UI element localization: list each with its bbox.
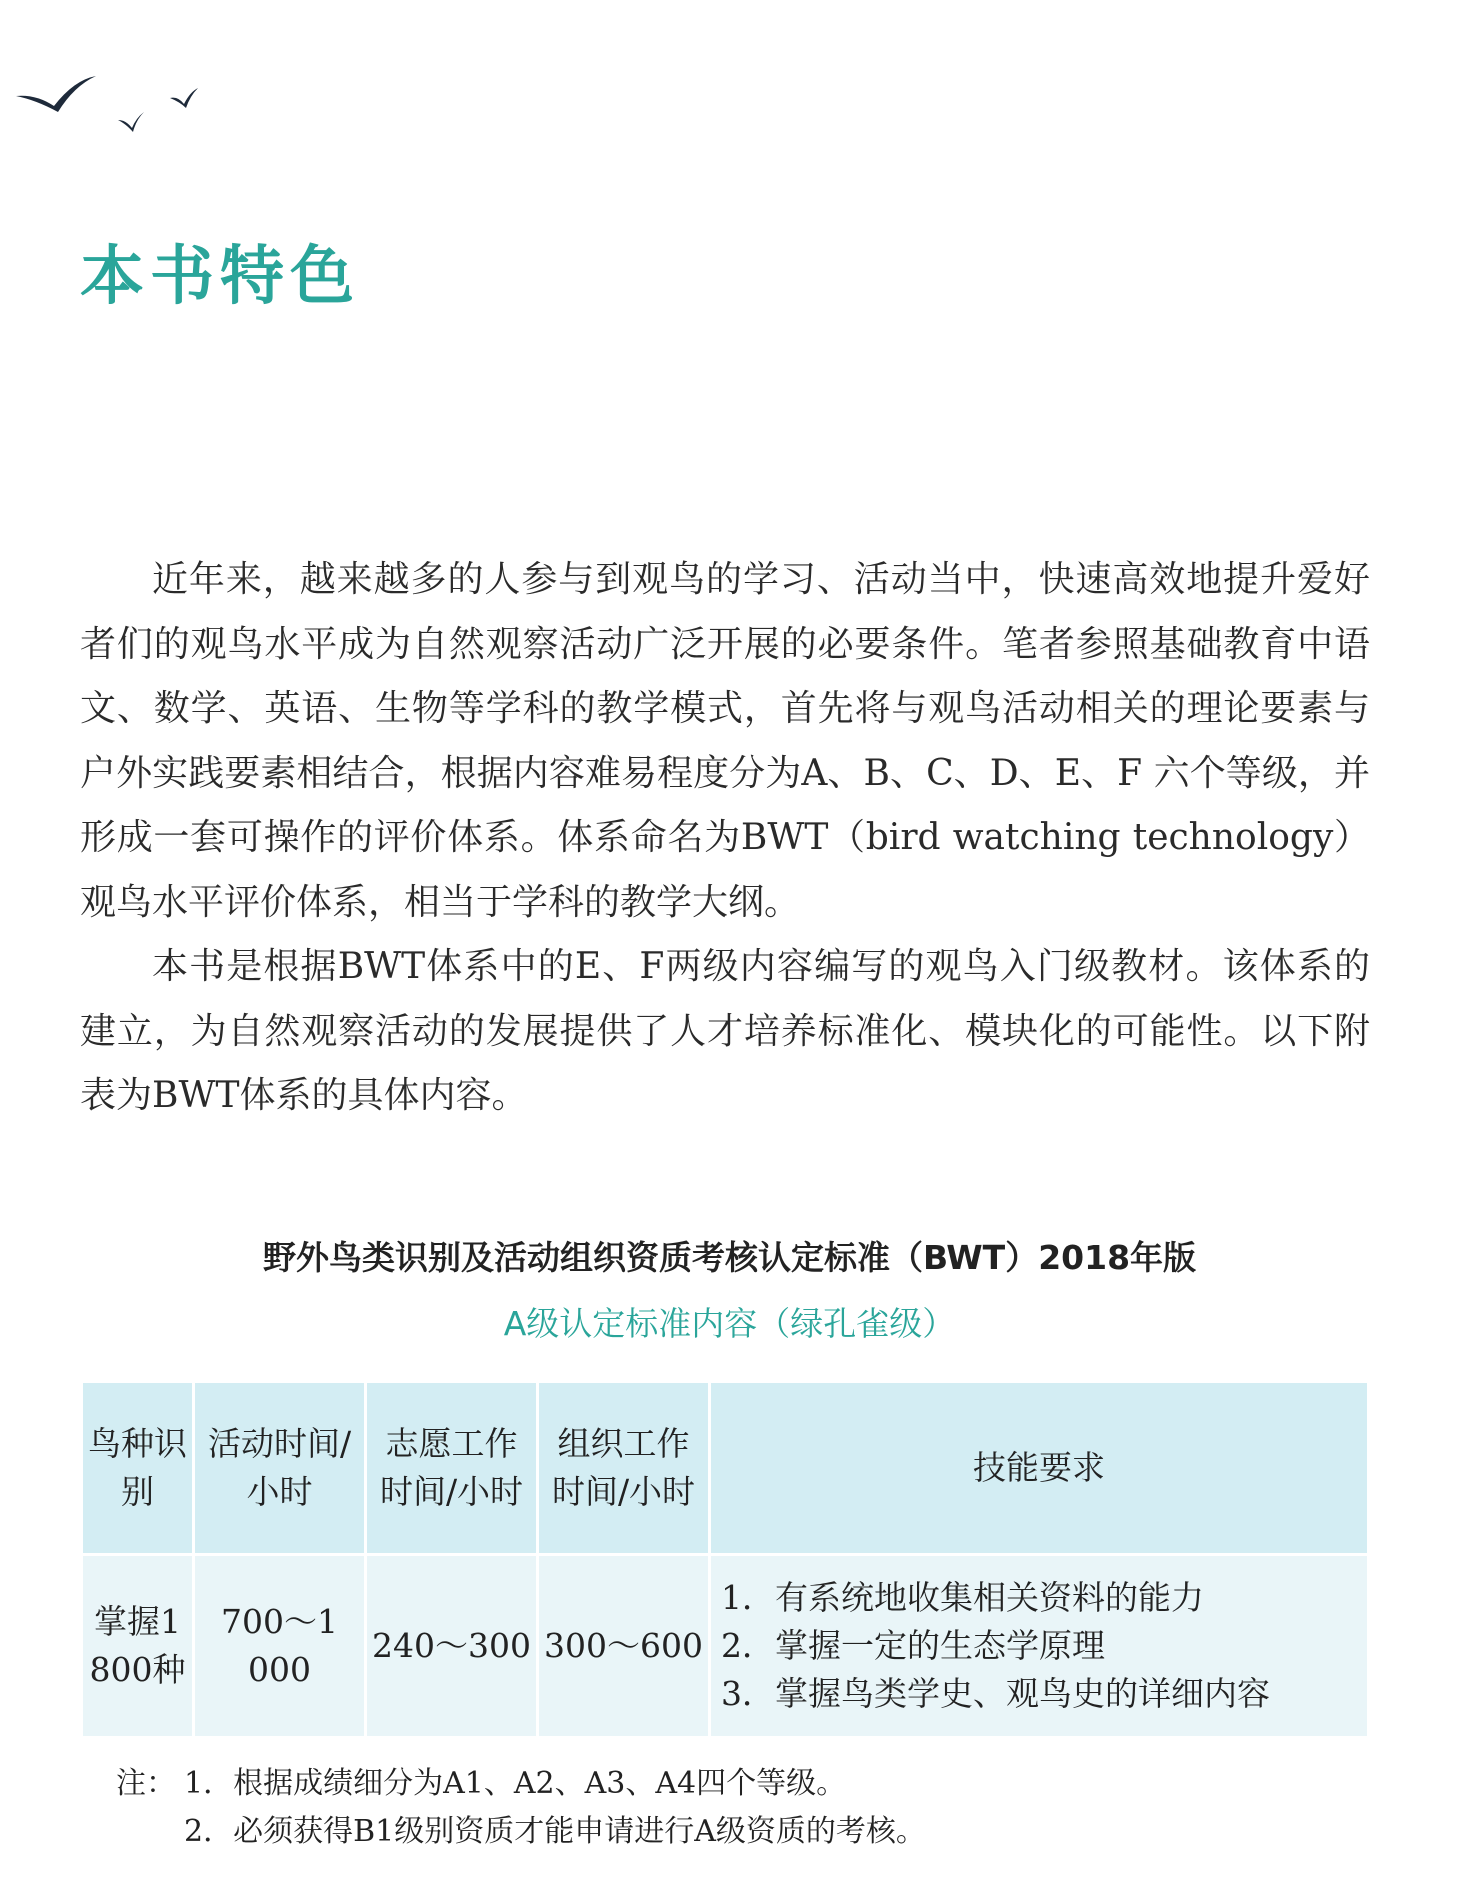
notes-lead: 注：: [116, 1766, 176, 1801]
intro-paragraph: 本书是根据BWT体系中的E、F两级内容编写的观鸟入门级教材。该体系的建立，为自然观察活动的发展提供了人才培养标准化、模块化的可能性。以下附表为BWT体系的具体内容。: [80, 946, 1370, 1116]
note-item: 1．根据成绩细分为A1、A2、A3、A4四个等级。: [184, 1766, 847, 1801]
table-header-row: [82, 1382, 1369, 1555]
skills-list: [721, 1574, 1363, 1718]
table-row: [82, 1555, 1369, 1738]
intro-text: [80, 548, 1370, 1129]
cell-species: 掌握1 800种: [82, 1555, 194, 1738]
column-header-activity: 活动时间/小时: [194, 1382, 366, 1555]
cell-volunteer-hours: 240～300: [366, 1555, 538, 1738]
skill-item: 2．掌握一定的生态学原理: [721, 1626, 1105, 1665]
column-header-skills: 技能要求: [710, 1382, 1369, 1555]
skill-item: 1．有系统地收集相关资料的能力: [721, 1578, 1204, 1617]
cell-organize-hours: 300～600: [538, 1555, 710, 1738]
table-notes: [116, 1760, 926, 1856]
column-header-organize: 组织工作时间/小时: [538, 1382, 710, 1555]
intro-paragraph: 近年来，越来越多的人参与到观鸟的学习、活动当中，快速高效地提升爱好者们的观鸟水平成为自然观察活动广泛开展的必要条件。笔者参照基础教育中语文、数学、英语、生物等学科的教学模式，首先将与观鸟活动相关的理论要素与户外实践要素相结合，根据内容难易程度分为A、B、C、D、E、F 六个等级，并形成一套可操作的评价体系。体系命名为BWT（bird watching technology）观鸟水平评价体系，相当于学科的教学大纲。: [80, 559, 1370, 923]
table-title: 野外鸟类识别及活动组织资质考核认定标准（BWT）2018年版: [262, 1238, 1197, 1277]
standard-table: [80, 1380, 1370, 1739]
skill-item: 3．掌握鸟类学史、观鸟史的详细内容: [721, 1674, 1270, 1713]
table-subtitle: A级认定标准内容（绿孔雀级）: [503, 1304, 956, 1343]
page-title: 本书特色: [80, 240, 360, 314]
cell-skills: [710, 1555, 1369, 1738]
flying-birds-icon: [14, 74, 204, 144]
note-item: 2．必须获得B1级别资质才能申请进行A级资质的考核。: [184, 1814, 926, 1849]
column-header-volunteer: 志愿工作时间/小时: [366, 1382, 538, 1555]
cell-activity-hours: 700～1 000: [194, 1555, 366, 1738]
column-header-species: 鸟种识别: [82, 1382, 194, 1555]
